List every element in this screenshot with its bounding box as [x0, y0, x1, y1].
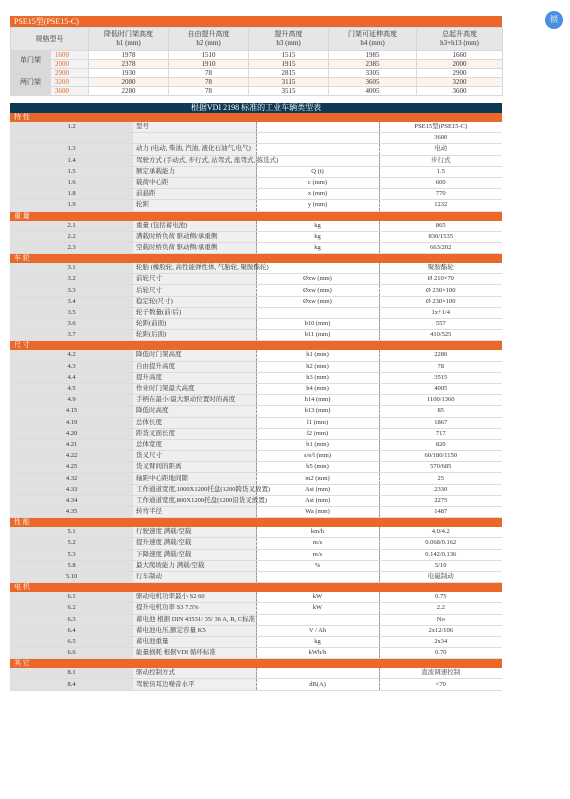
spec-unit — [256, 122, 379, 133]
spec-unit: h4 (mm) — [256, 383, 379, 394]
spec-description: 距货叉面长度 — [133, 428, 256, 439]
spec-description: 蓄电池电压,额定容量 K5 — [133, 625, 256, 636]
spec-number: 5.10 — [10, 571, 133, 582]
spec-row — [10, 484, 502, 495]
spec-description: 行驶速度 满载/空载 — [133, 527, 256, 538]
spec-row — [10, 571, 502, 582]
mast-cell: 2378 — [89, 60, 169, 69]
spec-unit: x (mm) — [256, 189, 379, 200]
section-title: 电 机 — [10, 583, 502, 593]
spec-row — [10, 361, 502, 372]
spec-value: 663/202 — [379, 242, 502, 253]
section-title: 车 轮 — [10, 254, 502, 264]
spec-row — [10, 395, 502, 406]
section-header — [10, 211, 502, 221]
spec-number: 2.1 — [10, 221, 133, 232]
spec-value: 3515 — [379, 372, 502, 383]
spec-unit — [256, 571, 379, 582]
mast-cell: 4005 — [329, 87, 417, 96]
spec-unit: kWh/h — [256, 648, 379, 659]
spec-value: Ø 230×100 — [379, 296, 502, 307]
spec-value: 78 — [379, 361, 502, 372]
spec-row — [10, 592, 502, 603]
spec-value: 4005 — [379, 383, 502, 394]
spec-number: 4.35 — [10, 507, 133, 518]
spec-description: 自由提升高度 — [133, 361, 256, 372]
mast-cell: 3515 — [249, 87, 329, 96]
spec-row — [10, 462, 502, 473]
spec-number: 4.21 — [10, 439, 133, 450]
spec-description: 货叉臂间的距离 — [133, 462, 256, 473]
mast-cell: 1930 — [89, 69, 169, 78]
spec-unit: m/s — [256, 538, 379, 549]
spec-unit: Øxw (mm) — [256, 274, 379, 285]
spec-unit: Ast (mm) — [256, 495, 379, 506]
spec-value: 557 — [379, 319, 502, 330]
spec-description: 载荷中心距 — [133, 177, 256, 188]
spec-unit: h13 (mm) — [256, 406, 379, 417]
spec-number: 6.6 — [10, 648, 133, 659]
spec-value: 0.142/0.136 — [379, 549, 502, 560]
spec-row — [10, 296, 502, 307]
spec-value: 步行式 — [379, 155, 502, 166]
spec-row — [10, 221, 502, 232]
spec-number: 4.19 — [10, 417, 133, 428]
mast-cell: 1915 — [249, 60, 329, 69]
mast-lift-height: 2000 — [51, 60, 89, 69]
spec-row — [10, 406, 502, 417]
spec-description: 作业时门架最大高度 — [133, 383, 256, 394]
spec-description: 空载时桥负荷 驱动侧/承重侧 — [133, 242, 256, 253]
mast-header-cell: 降低时门架高度 h1 (mm) — [89, 28, 169, 51]
spec-value: 1232 — [379, 200, 502, 211]
spec-number: 4.22 — [10, 451, 133, 462]
spec-value: 1100/1360 — [379, 395, 502, 406]
spec-number: 6.3 — [10, 614, 133, 625]
spec-number: 3.5 — [10, 307, 133, 318]
mast-lift-height: 3200 — [51, 78, 89, 87]
spec-row — [10, 307, 502, 318]
spec-value: 600 — [379, 177, 502, 188]
mast-cell: 2080 — [89, 78, 169, 87]
spec-unit: kg — [256, 221, 379, 232]
spec-value: 2280 — [379, 350, 502, 361]
spec-row — [10, 166, 502, 177]
mast-group-label: 两门架 — [11, 69, 51, 96]
spec-number: 4.33 — [10, 484, 133, 495]
mast-cell: 1660 — [417, 51, 503, 60]
spec-unit — [256, 307, 379, 318]
spec-value: 2275 — [379, 495, 502, 506]
spec-description: 货叉尺寸 — [133, 451, 256, 462]
mast-cell: 2900 — [417, 69, 503, 78]
spec-unit: Øxw (mm) — [256, 296, 379, 307]
spec-unit: h3 (mm) — [256, 372, 379, 383]
mast-cell: 1510 — [169, 51, 249, 60]
spec-row — [10, 636, 502, 647]
spec-value: 410/525 — [379, 330, 502, 341]
spec-number: 4.34 — [10, 495, 133, 506]
mast-cell: 2385 — [329, 60, 417, 69]
spec-value: 570/685 — [379, 462, 502, 473]
spec-number: 5.1 — [10, 527, 133, 538]
spec-unit: kg — [256, 231, 379, 242]
spec-row — [10, 242, 502, 253]
mast-cell: 2280 — [89, 87, 169, 96]
mast-cell: 1910 — [169, 60, 249, 69]
section-header — [10, 341, 502, 351]
spec-number: 1.8 — [10, 189, 133, 200]
mast-cell: 1985 — [329, 51, 417, 60]
spec-value: 60/180/1150 — [379, 451, 502, 462]
spec-description: 稳定轮(尺寸) — [133, 296, 256, 307]
corner-badge[interactable]: 锁 — [545, 11, 563, 29]
spec-number: 4.3 — [10, 361, 133, 372]
spec-unit: c (mm) — [256, 177, 379, 188]
spec-unit: m2 (mm) — [256, 473, 379, 484]
mast-cell: 1515 — [249, 51, 329, 60]
spec-description: 驱动电机功率最小 S2 60 — [133, 592, 256, 603]
spec-value: PSE15型(PSE15-C) — [379, 122, 502, 133]
spec-value: 85 — [379, 406, 502, 417]
spec-description: 行车制动 — [133, 571, 256, 582]
spec-description: 轮子数量(前/后) — [133, 307, 256, 318]
spec-row — [10, 274, 502, 285]
spec-value: Ø 230×100 — [379, 285, 502, 296]
spec-row — [10, 614, 502, 625]
spec-value: 1867 — [379, 417, 502, 428]
spec-row — [10, 383, 502, 394]
spec-unit: Q (t) — [256, 166, 379, 177]
spec-row — [10, 428, 502, 439]
spec-number: 1.9 — [10, 200, 133, 211]
spec-description: 提升电机功率 S3 7.5% — [133, 603, 256, 614]
spec-value: 聚胺酯轮 — [379, 263, 502, 274]
section-title: 其 它 — [10, 659, 502, 669]
spec-unit — [256, 133, 379, 144]
spec-description: 驾驶员耳边噪音水平 — [133, 679, 256, 690]
section-title: 重 量 — [10, 211, 502, 221]
spec-description: 额定承载能力 — [133, 166, 256, 177]
section-header — [10, 518, 502, 528]
spec-number: 6.5 — [10, 636, 133, 647]
spec-description: 提升速度 满载/空载 — [133, 538, 256, 549]
spec-row — [10, 285, 502, 296]
mast-table-title: PSE15型(PSE15-C) — [10, 16, 502, 27]
spec-number: 4.2 — [10, 350, 133, 361]
mast-row — [11, 51, 503, 60]
spec-unit: l1 (mm) — [256, 417, 379, 428]
spec-value: 2.2 — [379, 603, 502, 614]
spec-number: 4.15 — [10, 406, 133, 417]
spec-row — [10, 350, 502, 361]
spec-number: 3.2 — [10, 274, 133, 285]
spec-number: 6.1 — [10, 592, 133, 603]
mast-cell: 3605 — [329, 78, 417, 87]
spec-description: 重量 (包括蓄电池) — [133, 221, 256, 232]
spec-value: 820 — [379, 439, 502, 450]
spec-row — [10, 319, 502, 330]
section-title: 尺 寸 — [10, 341, 502, 351]
spec-row — [10, 625, 502, 636]
spec-value: 0.75 — [379, 592, 502, 603]
spec-row — [10, 451, 502, 462]
mast-header-cell: 总起升高度 h3+h13 (mm) — [417, 28, 503, 51]
spec-value: Ø 210×70 — [379, 274, 502, 285]
spec-number: 3.4 — [10, 296, 133, 307]
spec-unit: b5 (mm) — [256, 462, 379, 473]
spec-number: 4.20 — [10, 428, 133, 439]
spec-row — [10, 648, 502, 659]
spec-description: 型号 — [133, 122, 256, 133]
spec-row — [10, 603, 502, 614]
spec-value: 0.068/0.162 — [379, 538, 502, 549]
spec-description: 最大爬坡能力 满载/空载 — [133, 560, 256, 571]
spec-description: 手柄在最小/最大驱动位置时的高度 — [133, 395, 256, 406]
spec-value: 0.70 — [379, 648, 502, 659]
mast-row — [11, 78, 503, 87]
spec-value: 830/1535 — [379, 231, 502, 242]
mast-cell: 3115 — [249, 78, 329, 87]
spec-row — [10, 231, 502, 242]
mast-cell: 2000 — [417, 60, 503, 69]
spec-row — [10, 527, 502, 538]
spec-description: 满载时桥负荷 驱动侧/承重侧 — [133, 231, 256, 242]
spec-unit: kW — [256, 592, 379, 603]
spec-value: No — [379, 614, 502, 625]
spec-description: 提升高度 — [133, 372, 256, 383]
spec-row — [10, 507, 502, 518]
spec-description: 后轮尺寸 — [133, 285, 256, 296]
spec-value: <70 — [379, 679, 502, 690]
spec-value: 1.5 — [379, 166, 502, 177]
spec-description: 驾驶方式 (手动式, 步行式, 站驾式, 座驾式, 拣选式) — [133, 155, 256, 166]
spec-unit: m/s — [256, 549, 379, 560]
mast-row — [11, 60, 503, 69]
mast-header-cell: 门架可延伸高度 h4 (mm) — [329, 28, 417, 51]
spec-unit — [256, 263, 379, 274]
spec-number: 6.4 — [10, 625, 133, 636]
spec-value: 770 — [379, 189, 502, 200]
spec-unit: Øxw (mm) — [256, 285, 379, 296]
spec-value: 25 — [379, 473, 502, 484]
spec-number: 3.3 — [10, 285, 133, 296]
spec-value: 直流调速控制 — [379, 668, 502, 679]
mast-cell: 1978 — [89, 51, 169, 60]
vdi-title: 根据VDI 2198 标准的工业车辆类型表 — [10, 103, 502, 113]
spec-description: 降低时高度 — [133, 406, 256, 417]
spec-value: 2330 — [379, 484, 502, 495]
spec-number: 3.1 — [10, 263, 133, 274]
spec-unit: dB(A) — [256, 679, 379, 690]
spec-unit — [256, 144, 379, 155]
section-header — [10, 113, 502, 122]
mast-header-cell: 自由提升高度 h2 (mm) — [169, 28, 249, 51]
mast-cell: 2815 — [249, 69, 329, 78]
spec-description: 转弯半径 — [133, 507, 256, 518]
spec-description: 轮距(前面) — [133, 319, 256, 330]
spec-value: 4.0/4.2 — [379, 527, 502, 538]
spec-description — [133, 133, 256, 144]
mast-lift-height: 2900 — [51, 69, 89, 78]
spec-unit: % — [256, 560, 379, 571]
spec-value: 5/10 — [379, 560, 502, 571]
spec-row — [10, 495, 502, 506]
spec-description: 前悬距 — [133, 189, 256, 200]
spec-unit: kg — [256, 636, 379, 647]
spec-row — [10, 144, 502, 155]
spec-row — [10, 473, 502, 484]
spec-number: 8.4 — [10, 679, 133, 690]
mast-cell: 78 — [169, 87, 249, 96]
spec-row — [10, 417, 502, 428]
spec-description: 能量损耗 根据VDI 循环标准 — [133, 648, 256, 659]
mast-lift-height: 3600 — [51, 87, 89, 96]
spec-number: 4.32 — [10, 473, 133, 484]
spec-number: 5.2 — [10, 538, 133, 549]
spec-unit: kg — [256, 242, 379, 253]
spec-number: 1.2 — [10, 122, 133, 133]
spec-unit: s/e/l (mm) — [256, 451, 379, 462]
spec-row — [10, 177, 502, 188]
spec-unit: km/h — [256, 527, 379, 538]
spec-unit: l2 (mm) — [256, 428, 379, 439]
spec-description: 总体宽度 — [133, 439, 256, 450]
section-header — [10, 583, 502, 593]
spec-row — [10, 263, 502, 274]
section-title: 性 能 — [10, 518, 502, 528]
spec-description: 蓄电池重量 — [133, 636, 256, 647]
spec-row — [10, 330, 502, 341]
mast-header-row — [11, 28, 503, 51]
section-header — [10, 659, 502, 669]
spec-unit: h1 (mm) — [256, 350, 379, 361]
spec-value: 电磁制动 — [379, 571, 502, 582]
spec-unit: kW — [256, 603, 379, 614]
mast-row — [11, 69, 503, 78]
spec-row — [10, 372, 502, 383]
spec-value: 3600 — [379, 133, 502, 144]
mast-header-cell: 规格型号 — [11, 28, 89, 51]
spec-value: 电动 — [379, 144, 502, 155]
spec-description: 轴距中心距地间隙 — [133, 473, 256, 484]
section-title: 特 性 — [10, 113, 502, 122]
mast-cell: 3600 — [417, 87, 503, 96]
mast-group-label: 单门架 — [11, 51, 51, 69]
spec-unit: b10 (mm) — [256, 319, 379, 330]
spec-number: 3.6 — [10, 319, 133, 330]
spec-unit: Ast (mm) — [256, 484, 379, 495]
spec-row — [10, 133, 502, 144]
spec-row — [10, 549, 502, 560]
spec-row — [10, 538, 502, 549]
spec-row — [10, 200, 502, 211]
spec-number: 4.25 — [10, 462, 133, 473]
spec-number: 8.1 — [10, 668, 133, 679]
spec-description: 工作通道宽度,800X1200托盘(1200沿货叉放置) — [133, 495, 256, 506]
spec-description: 总体长度 — [133, 417, 256, 428]
spec-number: 1.5 — [10, 166, 133, 177]
spec-row — [10, 122, 502, 133]
spec-unit: b11 (mm) — [256, 330, 379, 341]
spec-description: 轮距(后面) — [133, 330, 256, 341]
spec-number: 2.3 — [10, 242, 133, 253]
spec-row — [10, 560, 502, 571]
spec-number: 1.6 — [10, 177, 133, 188]
spec-number: 6.2 — [10, 603, 133, 614]
spec-unit — [256, 668, 379, 679]
mast-cell: 3305 — [329, 69, 417, 78]
spec-row — [10, 439, 502, 450]
spec-unit: b1 (mm) — [256, 439, 379, 450]
spec-description: 动力 (电动, 柴油, 汽油, 液化石油气,电气) — [133, 144, 256, 155]
spec-description: 工作通道宽度,1000X1200托盘(1200跨货叉放置) — [133, 484, 256, 495]
spec-value: 2x12/106 — [379, 625, 502, 636]
spec-number: 5.3 — [10, 549, 133, 560]
mast-cell: 78 — [169, 69, 249, 78]
spec-number: 4.4 — [10, 372, 133, 383]
spec-number: 3.7 — [10, 330, 133, 341]
spec-number: 1.4 — [10, 155, 133, 166]
spec-description: 蓄电池 根据 DIN 43531/ 35/ 36 A, B, C标准 — [133, 614, 256, 625]
spec-number — [10, 133, 133, 144]
spec-row — [10, 668, 502, 679]
spec-number: 1.3 — [10, 144, 133, 155]
spec-description: 下降速度 满载/空载 — [133, 549, 256, 560]
spec-number: 4.9 — [10, 395, 133, 406]
spec-number: 5.8 — [10, 560, 133, 571]
spec-description: 轮胎 (橡胶轮, 高性能弹性体, 气胎轮, 聚胺酯轮) — [133, 263, 256, 274]
spec-row — [10, 189, 502, 200]
spec-unit: y (mm) — [256, 200, 379, 211]
spec-unit: Wa (mm) — [256, 507, 379, 518]
spec-value: 1487 — [379, 507, 502, 518]
section-header — [10, 254, 502, 264]
spec-value: 2x34 — [379, 636, 502, 647]
mast-header-cell: 提升高度 h3 (mm) — [249, 28, 329, 51]
mast-cell: 78 — [169, 78, 249, 87]
spec-value: 865 — [379, 221, 502, 232]
mast-row — [11, 87, 503, 96]
spec-unit — [256, 614, 379, 625]
spec-value: 1x+1/4 — [379, 307, 502, 318]
spec-unit: h14 (mm) — [256, 395, 379, 406]
spec-table — [10, 113, 502, 691]
spec-description: 轮距 — [133, 200, 256, 211]
mast-lift-height: 1600 — [51, 51, 89, 60]
spec-row — [10, 679, 502, 690]
spec-description: 前轮尺寸 — [133, 274, 256, 285]
spec-unit: h2 (mm) — [256, 361, 379, 372]
spec-description: 降低时门架高度 — [133, 350, 256, 361]
spec-description: 驱动控制方式 — [133, 668, 256, 679]
spec-value: 717 — [379, 428, 502, 439]
spec-number: 4.5 — [10, 383, 133, 394]
spec-row — [10, 155, 502, 166]
spec-number: 2.2 — [10, 231, 133, 242]
spec-unit: V / Ah — [256, 625, 379, 636]
mast-cell: 3200 — [417, 78, 503, 87]
spec-sheet — [10, 16, 502, 691]
mast-table — [10, 27, 503, 96]
